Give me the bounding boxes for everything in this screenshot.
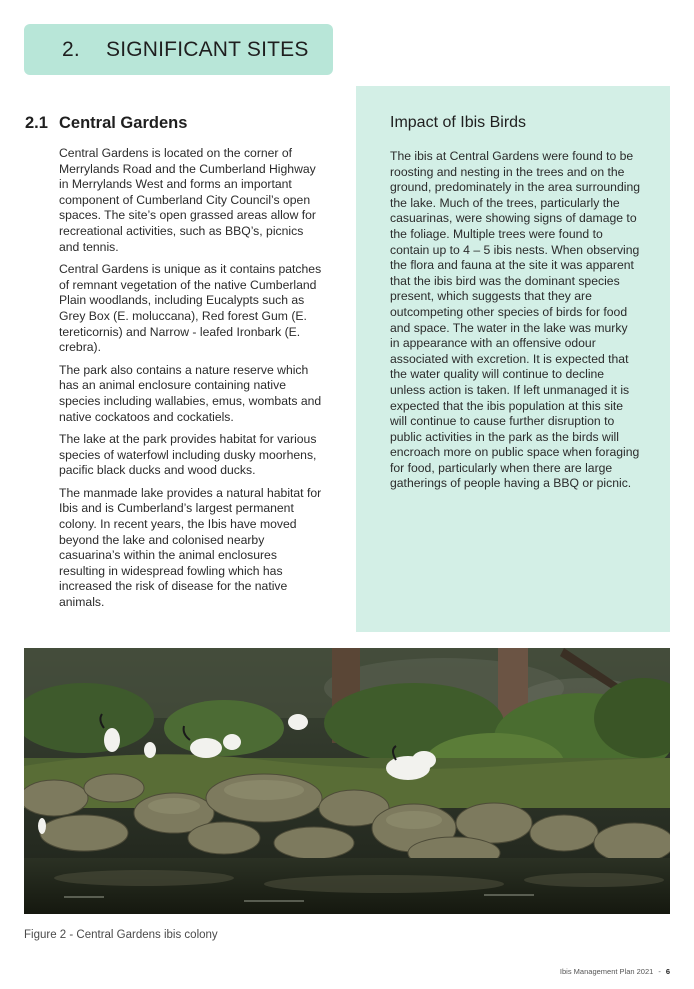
section-title: SIGNIFICANT SITES xyxy=(106,37,309,61)
footer-separator: - xyxy=(658,967,661,976)
ibis-colony-photo xyxy=(24,648,670,914)
callout-text: The ibis at Central Gardens were found to be roosting and nesting in the trees and on the ground, predominately in the area surrounding the lake. Much of the trees, particularly the casuarinas, were showing signs of damage to the foliage. Multiple trees were found to contain up to 4 – 5 ibis nests. When observing the flora and fauna at the site it was apparent that the ibis bird was the dominant species present, which suggests that they are outcompeting other species of birds for food and space. The water in the lake was murky in appearance with an offensive odour associated with excretion. It is expected that the water quality will continue to decline unless action is taken. If left unmanaged it is expected that the ibis population at this site will continue to cause further disruption to public activities in the park as the birds will encroach more on public space when foraging for food, particularly when there are large gatherings of people having a BBQ or picnic. xyxy=(390,149,641,491)
page-number: 6 xyxy=(665,967,670,976)
callout-box xyxy=(356,86,670,632)
footer-document-title: Ibis Management Plan 2021 xyxy=(559,967,654,976)
subsection-heading xyxy=(25,114,187,133)
page-footer xyxy=(560,967,670,976)
section-number: 2. xyxy=(62,37,80,61)
callout-title: Impact of Ibis Birds xyxy=(390,114,527,131)
body-paragraph: The manmade lake provides a natural habitat for Ibis and is Cumberland’s largest permanent colony. In recent years, the Ibis have moved beyond the lake and colonised nearby casuarina’s within the animal enclosures resulting in widespread fowling which has increased the risk of disease for the native animals. xyxy=(59,485,322,610)
body-paragraph: Central Gardens is unique as it contains patches of remnant vegetation of the native Cumberland Plain woodlands, including Eucalypts such as Grey Box (E. moluccana), Red forest Gum (E. tereticornis) and Narrow - leafed Ironbark (E. crebra). xyxy=(59,262,322,355)
photo-illustration xyxy=(24,648,670,914)
body-paragraph: The park also contains a nature reserve which has an animal enclosure containing native species including wallabies, emus, wombats and native cockatoos and cockatiels. xyxy=(59,362,322,424)
body-paragraph: The lake at the park provides habitat for various species of waterfowl including dusky moorhens, pacific black ducks and wood ducks. xyxy=(59,432,317,478)
section-heading-banner xyxy=(24,24,333,75)
body-text-column xyxy=(59,146,325,618)
subsection-number: 2.1 xyxy=(25,114,48,132)
subsection-title: Central Gardens xyxy=(59,114,188,132)
figure-caption: Figure 2 - Central Gardens ibis colony xyxy=(24,929,218,941)
body-paragraph: Central Gardens is located on the corner of Merrylands Road and the Cumberland Highway in Merrylands West and forms an important component of Cumberland City Council’s open spaces. The site’s open grassed areas allow for recreational activities, such as BBQ’s, picnics and tennis. xyxy=(59,146,316,254)
